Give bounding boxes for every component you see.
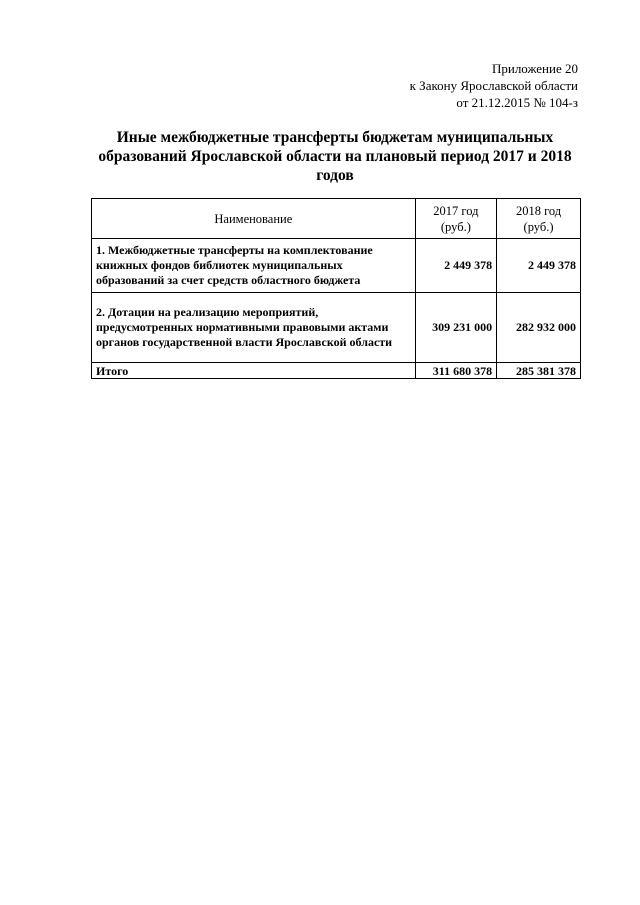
- row-name-line: 1. Межбюджетные трансферты на комплектование: [96, 243, 373, 257]
- row-value-2018: 282 932 000: [497, 293, 581, 363]
- table-row: [92, 239, 581, 293]
- header-2018: [497, 199, 581, 239]
- annex-date: от 21.12.2015 № 104-з: [456, 95, 578, 110]
- annex-number: Приложение 20: [491, 61, 578, 76]
- title-line: образований Ярославской области на плановый период 2017 и 2018: [98, 148, 572, 165]
- total-2017: 311 680 378: [415, 363, 496, 379]
- row-name-line: органов государственной власти Ярославской области: [96, 335, 393, 349]
- row-value-2017: 309 231 000: [415, 293, 496, 363]
- table-header-row: [92, 199, 581, 239]
- row-name-line: книжных фондов библиотек муниципальных: [96, 258, 343, 272]
- row-name-line: 2. Дотации на реализацию мероприятий,: [96, 305, 319, 319]
- row-value-2018: 2 449 378: [497, 239, 581, 293]
- annex-law: к Закону Ярославской области: [409, 78, 578, 93]
- title-line: годов: [316, 167, 354, 184]
- row-name: [92, 239, 416, 293]
- header-2018-year: 2018 год: [515, 203, 562, 218]
- total-label: Итого: [92, 363, 416, 379]
- annex-reference: [410, 60, 578, 111]
- table-row: [92, 293, 581, 363]
- row-name-line: предусмотренных нормативными правовыми актами: [96, 320, 389, 334]
- header-2017-unit: (руб.): [440, 219, 471, 234]
- total-2018: 285 381 378: [497, 363, 581, 379]
- row-name-line: образований за счет средств областного бюджета: [96, 273, 361, 287]
- transfers-table: [91, 198, 581, 379]
- document-title: [90, 128, 580, 185]
- row-name: [92, 293, 416, 363]
- header-2018-unit: (руб.): [523, 219, 554, 234]
- header-name: Наименование: [92, 199, 416, 239]
- header-2017-year: 2017 год: [433, 203, 479, 218]
- table-total-row: [92, 363, 581, 379]
- row-value-2017: 2 449 378: [415, 239, 496, 293]
- title-line: Иные межбюджетные трансферты бюджетам муниципальных: [116, 129, 554, 146]
- header-2017: [415, 199, 496, 239]
